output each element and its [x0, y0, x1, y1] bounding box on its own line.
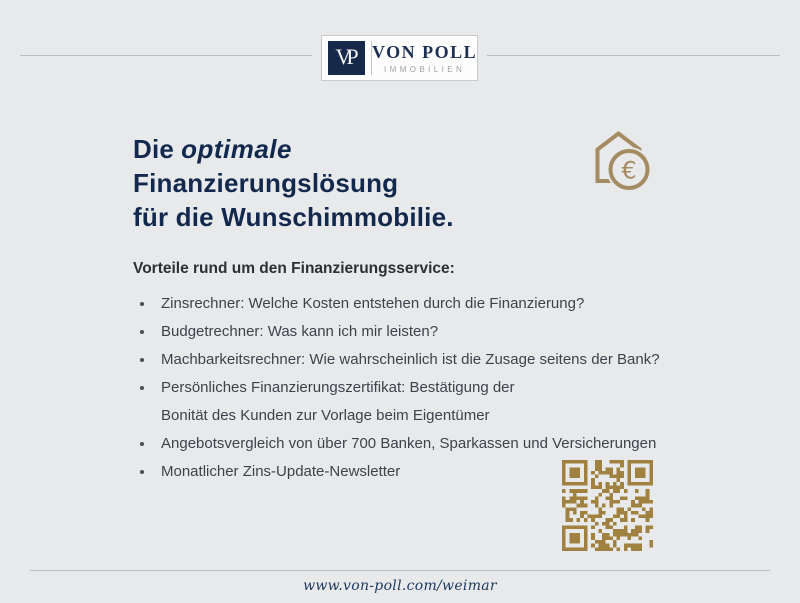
header-rule-right: [487, 55, 780, 56]
list-item-text: Budgetrechner: Was kann ich mir leisten?: [161, 323, 439, 340]
vp-monogram: VP: [335, 44, 354, 69]
title-line-3: für die Wunschimmobilie.: [133, 202, 454, 232]
bullet-dot: [140, 358, 144, 362]
svg-text:€: €: [621, 156, 637, 185]
house-euro-icon: [588, 126, 658, 196]
bullet-dot: [140, 470, 144, 474]
list-item: [133, 430, 693, 458]
list-item-text: Monatlicher Zins-Update-Newsletter: [161, 463, 401, 480]
von-poll-logo: [321, 35, 478, 81]
list-item: [133, 374, 693, 430]
vp-monogram-square: [328, 41, 365, 75]
bullet-dot: [140, 330, 144, 334]
list-item-text-line2: Bonität des Kunden zur Vorlage beim Eigentümer: [161, 407, 490, 424]
bullet-dot: [140, 386, 144, 390]
title-line-1: [133, 132, 454, 166]
list-item-text: Persönliches Finanzierungszertifikat: Bestätigung der: [161, 379, 515, 396]
list-item: [133, 290, 693, 318]
list-item-text: Machbarkeitsrechner: Wie wahrscheinlich ist die Zusage seitens der Bank?: [161, 351, 660, 368]
logo-subbrand: IMMOBILIEN: [384, 65, 466, 74]
logo-text: [372, 42, 477, 74]
qr-code: [562, 460, 653, 551]
title-italic: optimale: [181, 134, 292, 164]
benefits-heading: Vorteile rund um den Finanzierungsservice:: [133, 260, 455, 277]
header-rule-left: [20, 55, 312, 56]
footer-rule: [30, 570, 770, 571]
page-title: [133, 132, 454, 234]
logo-brand: VON POLL: [372, 42, 478, 62]
title-line-2: Finanzierungslösung: [133, 168, 399, 198]
list-item-text: Angebotsvergleich von über 700 Banken, Sparkassen und Versicherungen: [161, 435, 657, 452]
list-item: [133, 346, 693, 374]
title-prefix: Die: [133, 134, 175, 164]
benefits-list: [133, 290, 693, 486]
footer-url: www.von-poll.com/weimar: [303, 578, 497, 594]
bullet-dot: [140, 302, 144, 306]
bullet-dot: [140, 442, 144, 446]
list-item: [133, 318, 693, 346]
list-item-text: Zinsrechner: Welche Kosten entstehen durch die Finanzierung?: [161, 295, 585, 312]
